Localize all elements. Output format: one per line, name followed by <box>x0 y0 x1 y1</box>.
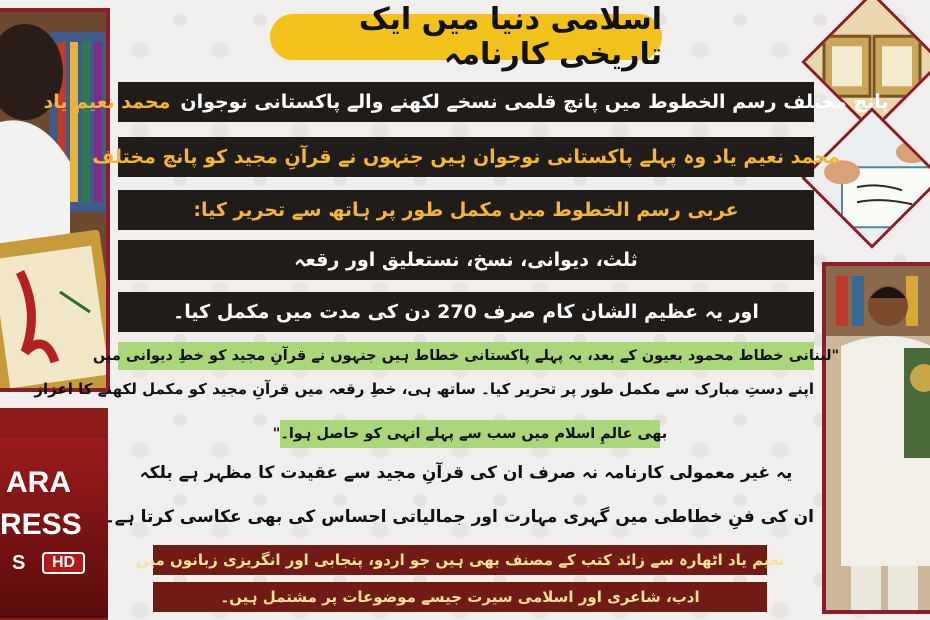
bar-line5-text: اور یہ عظیم الشان کام صرف 270 دن کی مدت میں مکمل کیا۔ <box>173 301 759 323</box>
quote-line1 <box>92 342 840 370</box>
bar-line5 <box>118 292 814 332</box>
quote-line2 <box>34 380 814 398</box>
logo-line1: ARA <box>6 466 71 499</box>
quote-line2-text: اپنے دستِ مبارک سے مکمل طور پر تحریر کیا۔ ساتھ ہی، خطِ رقعہ میں قرآنِ مجید کو مکمل لکھنے کا اعزاز <box>34 380 814 398</box>
hd-badge: HD <box>42 552 85 574</box>
bar-line4 <box>118 240 814 280</box>
bar-line3-text: عربی رسم الخطوط میں مکمل طور پر ہاتھ سے تحریر کیا: <box>193 199 739 221</box>
quote-line3-text: بھی عالمِ اسلام میں سب سے پہلے انہی کو حاصل ہوا۔" <box>272 426 668 442</box>
writing-hand-image <box>802 112 930 248</box>
page-title <box>270 2 662 72</box>
logo-line3: S <box>12 552 26 574</box>
footer-line1-text: نعیم یاد اٹھارہ سے زائد کتب کے مصنف بھی ہیں جو اردو، پنجابی اور انگریزی زبانوں میں <box>135 551 785 569</box>
footer-line2 <box>153 582 767 612</box>
page-title-text: اسلامی دنیا میں ایک تاریخی کارنامہ <box>358 2 662 72</box>
footer-line2-text: ادب، شاعری اور اسلامی سیرت جیسے موضوعات پر مشتمل ہیں۔ <box>220 588 700 606</box>
bar-line4-text: ثلث، دیوانی، نسخ، نستعلیق اور رقعہ <box>294 249 638 271</box>
quote-line1-text: "لبنانی خطاط محمود بعیون کے بعد، یہ پہلے پاکستانی خطاط ہیں جنہوں نے قرآنِ مجید کو خطِ دیوانی میں <box>92 348 840 364</box>
calligrapher-boy-image <box>0 12 110 392</box>
bar-line1-text: پانچ مختلف رسم الخطوط میں پانچ قلمی نسخے لکھنے والے پاکستانی نوجوان <box>180 91 889 113</box>
summary-line2 <box>104 506 814 527</box>
bar-line1-name: محمد نعیم یاد <box>43 91 171 113</box>
bar-line2 <box>92 137 840 177</box>
bar-line2-text: محمد نعیم یاد وہ پہلے پاکستانی نوجوان ہیں جنہوں نے قرآنِ مجید کو پانچ مختلف <box>92 146 840 168</box>
quote-line3 <box>272 420 668 448</box>
calligrapher-man-image <box>826 266 930 614</box>
writing-hand-diamond <box>801 107 930 248</box>
right-photo <box>822 262 930 614</box>
logo-line2: RESS <box>0 508 82 541</box>
bar-line1 <box>43 82 889 122</box>
summary-line1-text: یہ غیر معمولی کارنامہ نہ صرف ان کی قرآنِ مجید سے عقیدت کا مظہر ہے بلکہ <box>139 463 793 483</box>
left-photo <box>0 8 110 392</box>
bar-line3 <box>118 190 814 230</box>
channel-logo <box>0 408 108 620</box>
footer-line1 <box>135 545 785 575</box>
summary-line1 <box>118 462 814 483</box>
summary-line2-text: ان کی فنِ خطاطی میں گہری مہارت اور جمالیاتی احساس کی بھی عکاسی کرتا ہے۔ <box>104 507 814 527</box>
